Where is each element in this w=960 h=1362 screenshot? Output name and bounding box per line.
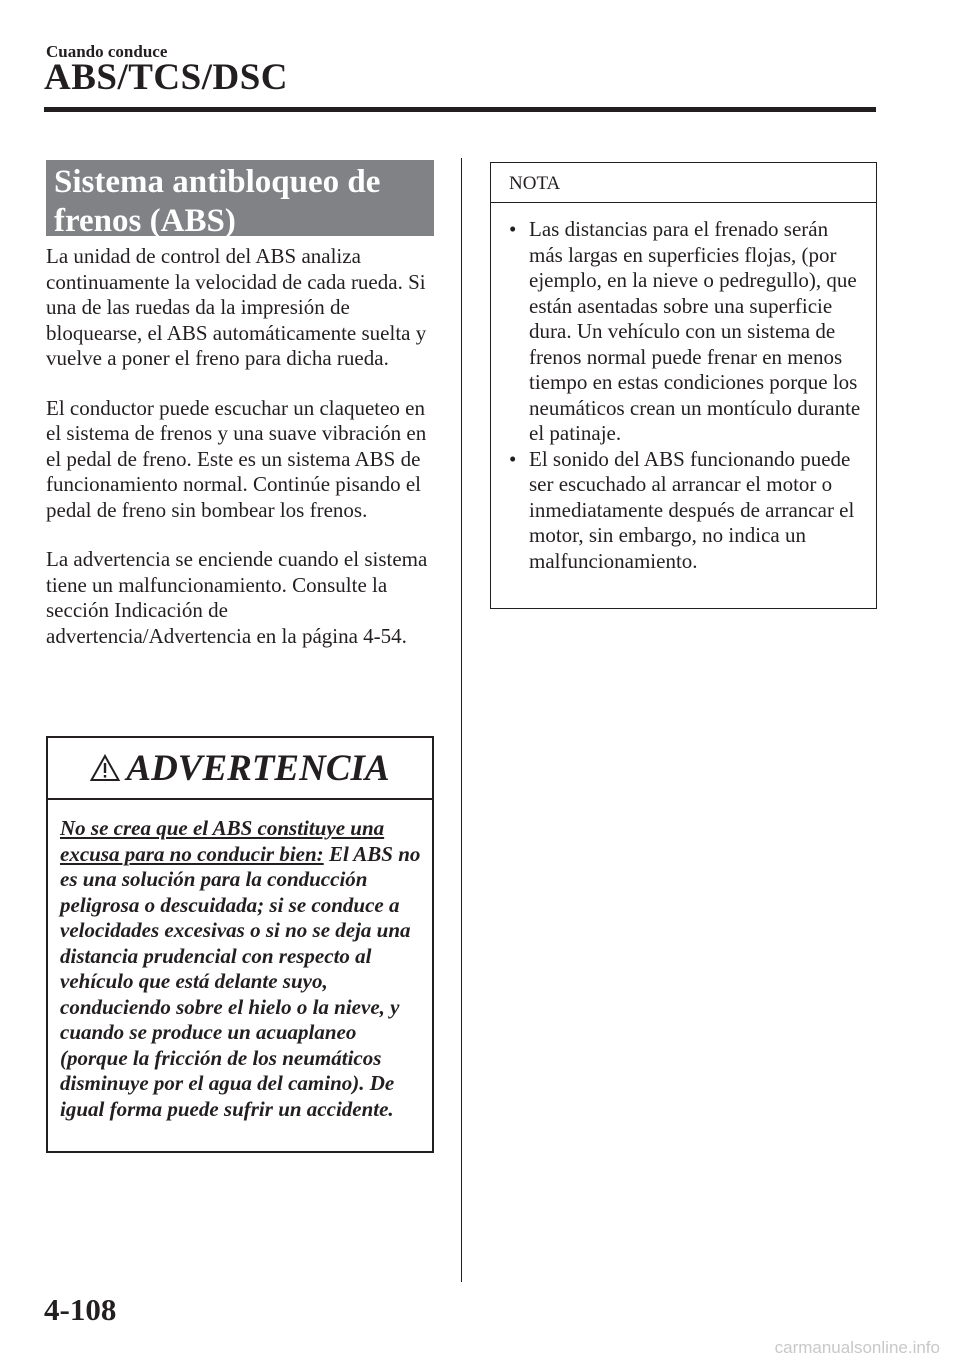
note-item: • Las distancias para el frenado serán más largas en superficies flojas, (por ejemplo, en la nieve o pedregullo), que están asentadas sobre una superficie dura. Un vehículo con un sistema de frenos normal puede frenar en menos tiempo en estas condiciones porque los neumáticos crean un montículo durante el patinaje. bbox=[509, 217, 861, 445]
bullet-icon: • bbox=[509, 446, 517, 471]
column-divider bbox=[461, 158, 462, 1282]
note-item: • El sonido del ABS funcionando puede ser escuchado al arrancar el motor o inmediatamente después de arrancar el motor, sin embargo, no indica un malfuncionamiento. bbox=[509, 446, 855, 573]
note-list bbox=[491, 203, 876, 574]
warning-box bbox=[46, 736, 434, 1153]
bullet-icon: • bbox=[509, 217, 517, 241]
watermark: carmanualsonline.info bbox=[774, 1338, 940, 1357]
section-title: Sistema antibloqueo de frenos (ABS) bbox=[46, 160, 434, 236]
warning-text: El ABS no es una solución para la conducción peligrosa o descuidada; si se conduce a velocidades excesivas o si no se deja una distancia prudencial con respecto al vehículo que está delante suyo, conduciendo sobre el hielo o la nieve, y cuando se produce un acuaplaneo (porque la fricción de los neumáticos disminuye por el agua del camino). De igual forma puede sufrir un accidente. bbox=[60, 841, 421, 1121]
warning-header bbox=[48, 738, 432, 800]
warning-body bbox=[48, 800, 432, 1122]
header-rule bbox=[44, 107, 876, 112]
page-header-title: ABS/TCS/DSC bbox=[44, 57, 289, 98]
body-paragraph: El conductor puede escuchar un claqueteo en el sistema de frenos y una suave vibración en el pedal de freno. Este es un sistema ABS de funcionamiento normal. Continúe pisando el pedal de freno sin bombear los frenos. bbox=[46, 395, 427, 522]
warning-title: ADVERTENCIA bbox=[126, 747, 390, 789]
left-column bbox=[46, 160, 434, 649]
body-paragraph: La unidad de control del ABS analiza continuamente la velocidad de cada rueda. Si una de las ruedas da la impresión de bloquearse, el ABS automáticamente suelta y vuelve a poner el freno para dicha rueda. bbox=[46, 244, 427, 370]
body-paragraph: La advertencia se enciende cuando el sistema tiene un malfuncionamiento. Consulte la sección Indicación de advertencia/Advertencia en la página 4-54. bbox=[46, 547, 428, 648]
note-box bbox=[490, 162, 877, 609]
note-title: NOTA bbox=[491, 163, 876, 203]
warning-triangle-icon bbox=[90, 754, 120, 782]
page-number: 4-108 bbox=[44, 1292, 117, 1327]
warning-lead: No se crea que el ABS constituye una excusa para no conducir bien: bbox=[60, 816, 385, 866]
header-section-label: Cuando conduce bbox=[46, 42, 168, 61]
